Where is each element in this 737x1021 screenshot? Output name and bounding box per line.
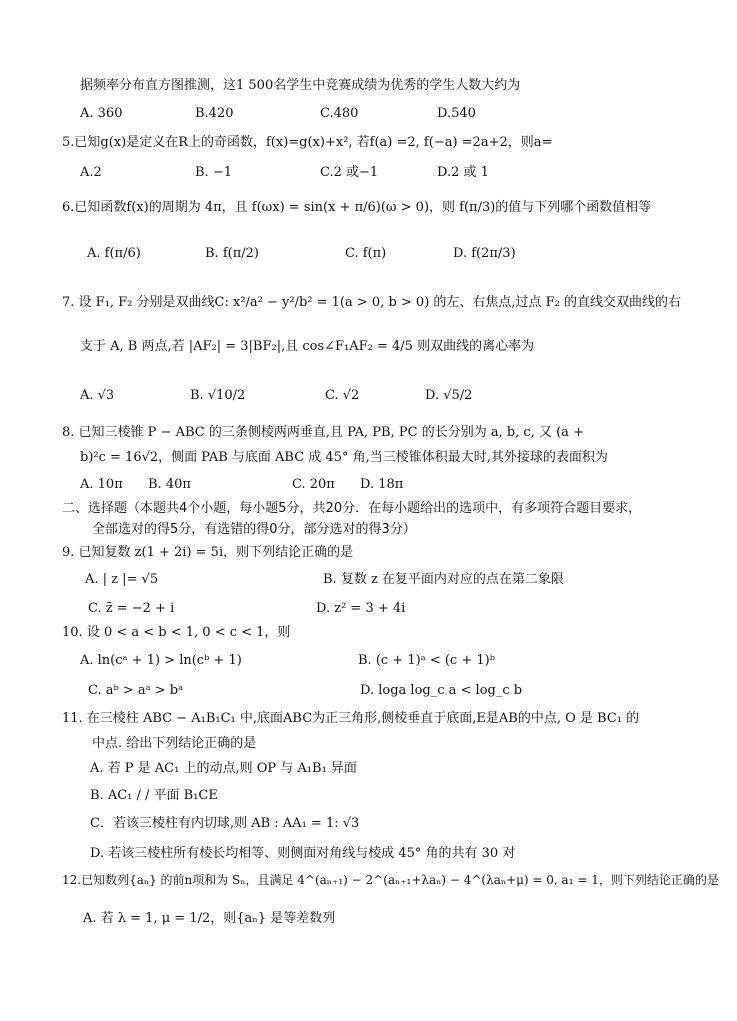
q8-option-d: D. 18π <box>360 477 404 492</box>
q8-option-b: B. 40π <box>148 477 191 492</box>
q4-option-d: D.540 <box>437 106 476 121</box>
q12-option-a: A. 若 λ = 1, μ = 1/2，则{aₙ} 是等差数列 <box>83 911 336 926</box>
q12-stem: 12.已知数列{aₙ} 的前n项和为 Sₙ，且满足 4^(aₙ₊₁) − 2^(aₙ₊₁+λaₙ) − 4^(λaₙ+μ) = 0, a₁ = 1，则下列结论正确的是 <box>62 873 719 887</box>
q5-option-c: C.2 或−1 <box>320 165 379 180</box>
q8-option-c: C. 20π <box>292 477 335 492</box>
q11-option-d: D. 若该三棱柱所有棱长均相等、则侧面对角线与棱成 45° 角的共有 30 对 <box>90 846 516 861</box>
q5-option-b: B. −1 <box>195 165 232 180</box>
q9-stem: 9. 已知复数 z(1 + 2i) = 5i，则下列结论正确的是 <box>62 545 354 560</box>
q11-line1: 11. 在三棱柱 ABC − A₁B₁C₁ 中,底面ABC为正三角形,侧棱垂直于底面,E是AB的中点, O 是 BC₁ 的 <box>62 711 640 726</box>
q6-option-a: A. f(π/6) <box>87 246 141 261</box>
q11-option-c: C．若该三棱柱有内切球,则 AB : AA₁ = 1: √3 <box>90 816 360 831</box>
q10-option-c: C. aᵇ > aᵃ > bᵃ <box>88 683 184 698</box>
section2-heading: 二、选择题（本题共4个小题，每小题5分，共20分．在每小题给出的选项中，有多项符合题目要求， <box>62 501 642 516</box>
q8-line2: b)²c = 16√2，侧面 PAB 与底面 ABC 成 45° 角,当三棱锥体积最大时,其外接球的表面积为 <box>80 450 608 465</box>
q8-option-a: A. 10π <box>80 477 123 492</box>
q10-option-a: A. ln(cᵃ + 1) > ln(cᵇ + 1) <box>80 653 242 668</box>
q5-option-d: D.2 或 1 <box>437 165 489 180</box>
q10-option-b: B. (c + 1)ᵃ < (c + 1)ᵇ <box>358 653 495 668</box>
q6-option-c: C. f(π) <box>345 246 387 261</box>
q6-stem: 6.已知函数f(x)的周期为 4π，且 f(ωx) = sin(x + π/6)(ω > 0)，则 f(π/3)的值与下列哪个函数值相等 <box>62 200 652 215</box>
q4-option-a: A. 360 <box>80 106 123 121</box>
q4-option-b: B.420 <box>195 106 234 121</box>
q11-option-a: A. 若 P 是 AC₁ 上的动点,则 OP 与 A₁B₁ 异面 <box>90 761 357 776</box>
q6-option-d: D. f(2π/3) <box>453 246 516 261</box>
q5-stem: 5.已知g(x)是定义在R上的奇函数，f(x)=g(x)+x², 若f(a) =2, f(−a) =2a+2，则a= <box>62 135 553 150</box>
q9-option-b: B. 复数 z 在复平面内对应的点在第二象限 <box>323 572 564 587</box>
section2-scoring: 全部选对的得5分，有选错的得0分，部分选对的得3分） <box>92 522 416 537</box>
q7-option-a: A. √3 <box>80 388 115 403</box>
q6-option-b: B. f(π/2) <box>205 246 259 261</box>
q9-option-d: D. z² = 3 + 4i <box>316 601 406 616</box>
q9-option-c: C. z̄ = −2 + i <box>88 601 175 616</box>
q9-option-a: A. | z |= √5 <box>85 572 159 587</box>
q5-option-a: A.2 <box>80 165 102 180</box>
q4-option-c: C.480 <box>320 106 359 121</box>
q7-option-b: B. √10/2 <box>190 388 246 403</box>
q7-line1: 7. 设 F₁, F₂ 分别是双曲线C: x²/a² − y²/b² = 1(a > 0, b > 0) 的左、右焦点,过点 F₂ 的直线交双曲线的右 <box>62 295 682 310</box>
q8-line1: 8. 已知三棱锥 P − ABC 的三条侧棱两两垂直,且 PA, PB, PC 的长分别为 a, b, c, 又 (a + <box>62 425 584 440</box>
intro-line: 据频率分布直方图推测，这1 500名学生中竞赛成绩为优秀的学生人数大约为 <box>80 78 521 93</box>
q11-line2: 中点. 给出下列结论正确的是 <box>92 736 257 751</box>
q11-option-b: B. AC₁ / / 平面 B₁CE <box>90 788 218 803</box>
q7-line2: 支于 A, B 两点,若 |AF₂| = 3|BF₂|,且 cos∠F₁AF₂ = 4/5 则双曲线的离心率为 <box>80 339 535 354</box>
q7-option-d: D. √5/2 <box>425 388 473 403</box>
q10-stem: 10. 设 0 < a < b < 1, 0 < c < 1，则 <box>62 625 291 640</box>
q10-option-d: D. loga log_c a < log_c b <box>360 683 523 698</box>
q7-option-c: C. √2 <box>325 388 360 403</box>
